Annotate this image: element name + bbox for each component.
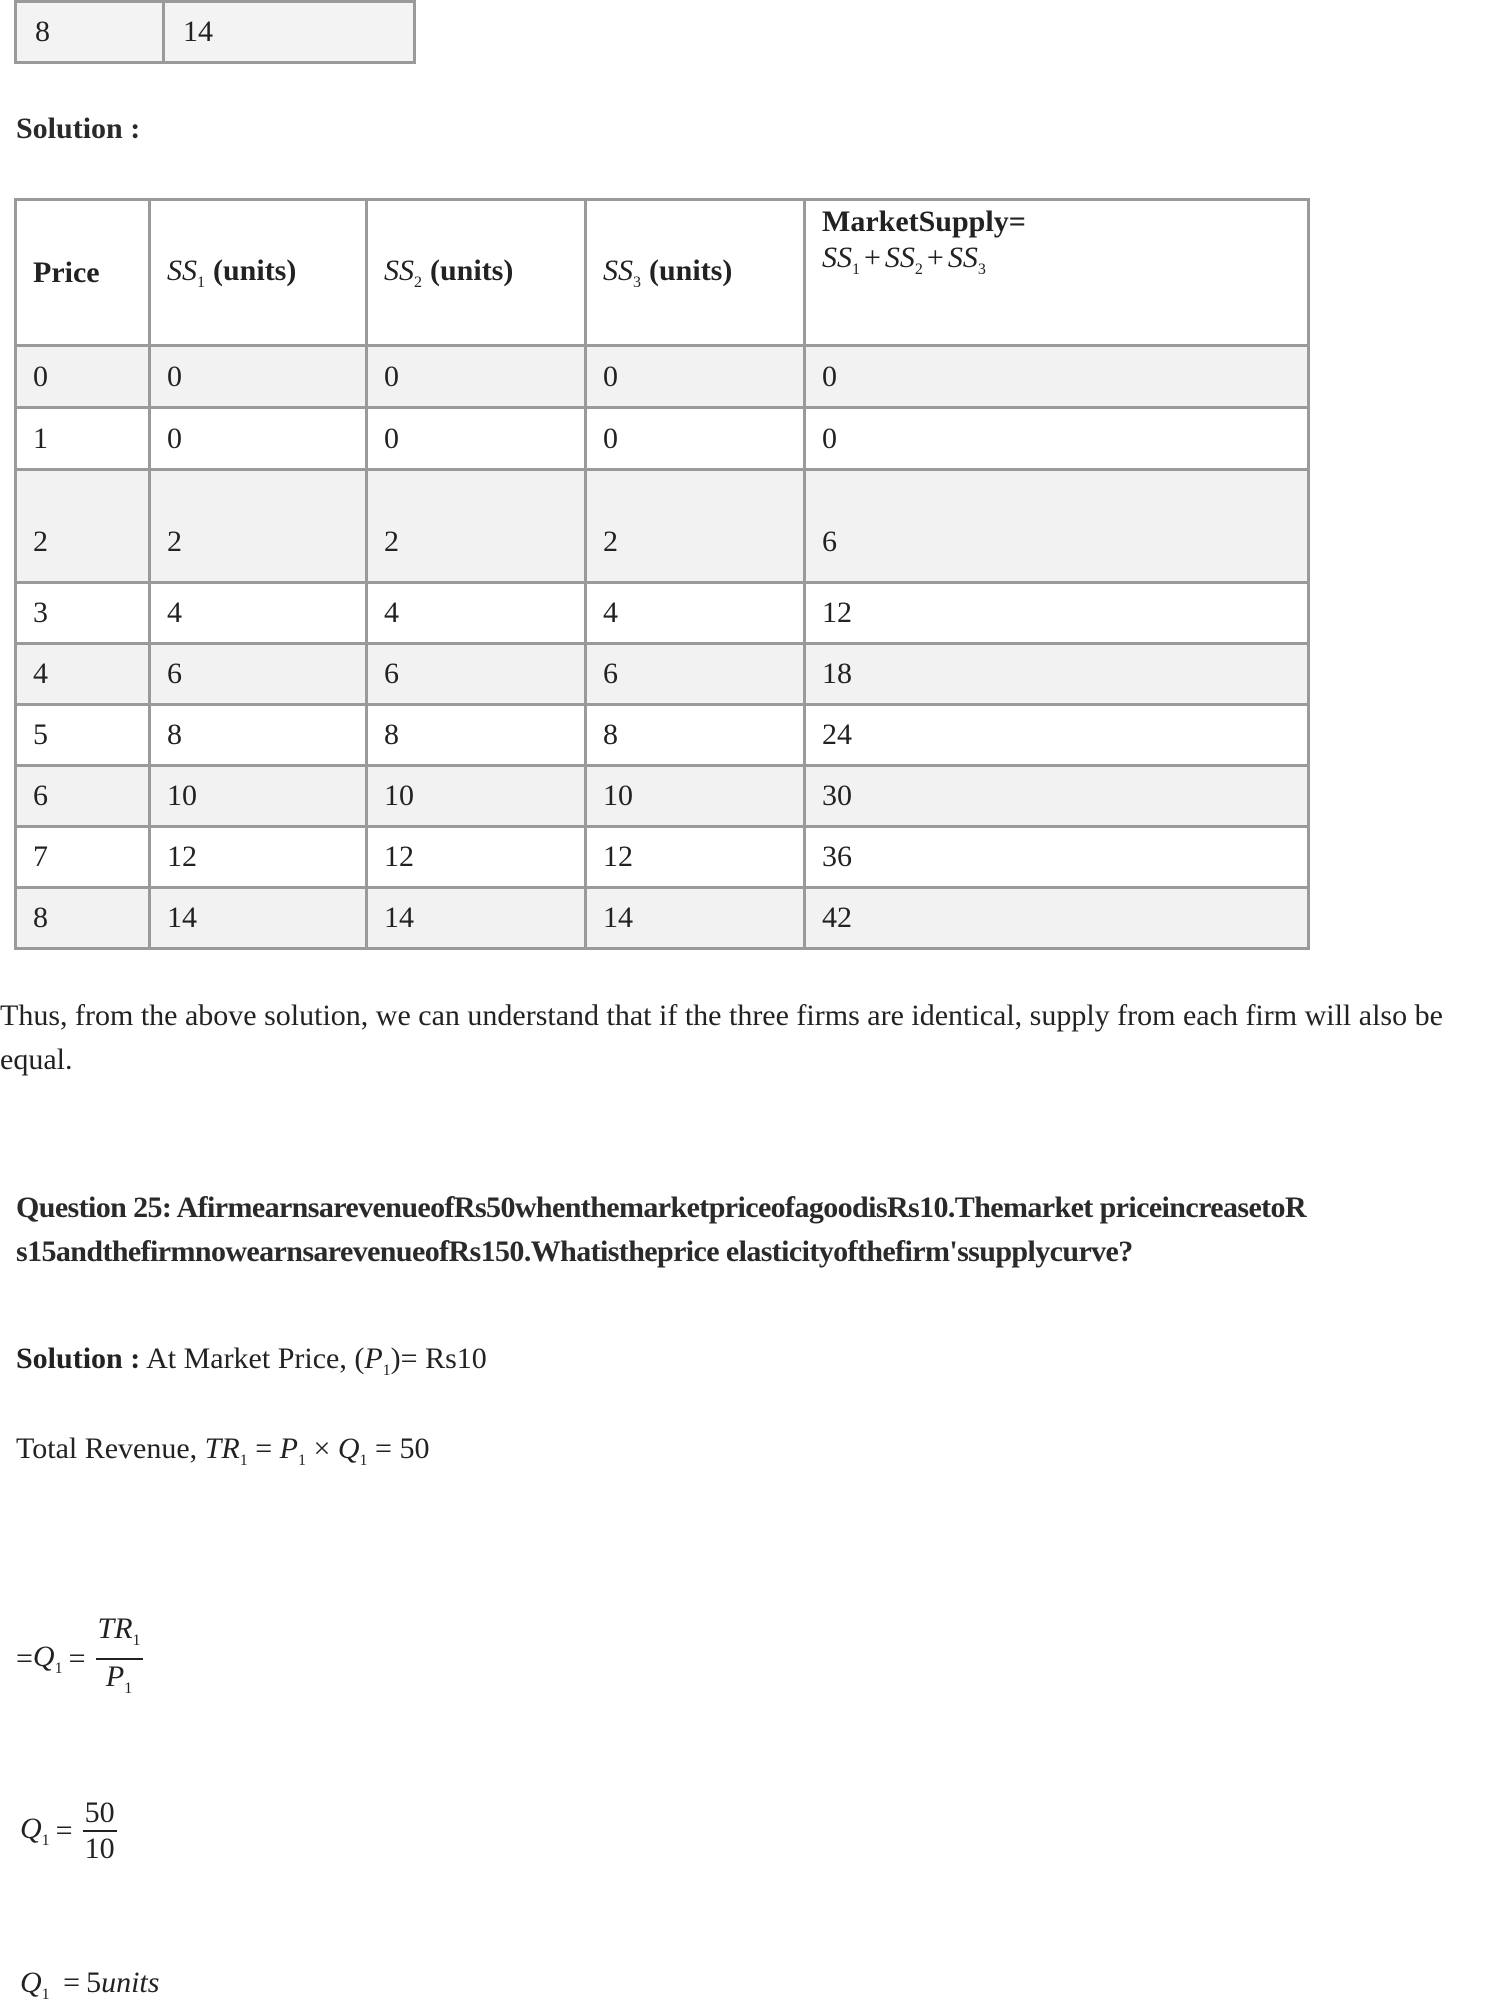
equals-sign: = bbox=[16, 1642, 33, 1675]
cell-price: 0 bbox=[16, 346, 150, 408]
cell-ss2: 6 bbox=[367, 644, 586, 705]
header-ss2 bbox=[367, 200, 586, 346]
cell-ss3: 4 bbox=[586, 583, 805, 644]
ss1-symbol: $SS_1$ bbox=[167, 253, 205, 291]
cell-price: 8 bbox=[16, 888, 150, 949]
total-revenue-equation bbox=[16, 1432, 429, 1470]
cell-ss3: 12 bbox=[586, 827, 805, 888]
cell-price: 6 bbox=[16, 766, 150, 827]
table-row bbox=[16, 827, 1309, 888]
solution-heading: Solution : bbox=[16, 112, 141, 145]
tr1-symbol: $TR_1$ bbox=[204, 1432, 248, 1469]
table-row bbox=[16, 470, 1309, 583]
fraction-50-over-10: $\frac{50}{10}$ bbox=[84, 1796, 115, 1865]
solution-label: Solution : bbox=[16, 1342, 141, 1375]
cell-ss2: 4 bbox=[367, 583, 586, 644]
header-ss3 bbox=[586, 200, 805, 346]
fraction-tr-over-p: $\frac{TR_1}{P_1}$ bbox=[97, 1612, 141, 1697]
market-price-text: At Market Price, ( bbox=[146, 1342, 365, 1375]
cell-price: 1 bbox=[16, 408, 150, 470]
q1-substitution bbox=[20, 1796, 117, 1866]
ss1-unit: (units) bbox=[213, 253, 297, 287]
cell-market: 18 bbox=[805, 644, 1309, 705]
cell-ss1: 2 bbox=[150, 470, 367, 583]
question-25: Question 25: AfirmearnsarevenueofRs50whenthemarketpriceofagoodisRs10.Themarket priceincreasetoRs15andthefirmnowearnsarevenueofRs150.Whatistheprice elasticityofthefirm'ssupplycurve? bbox=[16, 1191, 1307, 1268]
ss2-unit: (units) bbox=[430, 253, 514, 287]
table-row bbox=[16, 644, 1309, 705]
market-supply-title: MarketSupply= bbox=[822, 205, 1026, 238]
cell-market: 24 bbox=[805, 705, 1309, 766]
cell-market: 6 bbox=[805, 470, 1309, 583]
q1-symbol: $Q_1$ bbox=[20, 1966, 50, 2002]
total-revenue-label: Total Revenue, bbox=[16, 1432, 198, 1465]
conclusion-paragraph: Thus, from the above solution, we can understand that if the three firms are identical, supply from each firm will also be equal. bbox=[0, 999, 1443, 1076]
solution-market-price bbox=[16, 1342, 487, 1380]
cell-ss1: 14 bbox=[150, 888, 367, 949]
table-row bbox=[16, 346, 1309, 408]
q1-symbol: $Q_1$ bbox=[337, 1432, 368, 1469]
cell-price: 2 bbox=[16, 470, 150, 583]
q1-value: 5 bbox=[86, 1966, 102, 1999]
market-price-value: )= Rs10 bbox=[390, 1342, 487, 1375]
cell-ss1: 4 bbox=[150, 583, 367, 644]
cell-ss3: 6 bbox=[586, 644, 805, 705]
q1-symbol: $Q_1$ bbox=[20, 1812, 50, 1849]
cell-ss3: 0 bbox=[586, 408, 805, 470]
fragment-cell-price: 8 bbox=[17, 3, 165, 61]
cell-ss2: 14 bbox=[367, 888, 586, 949]
cell-ss1: 8 bbox=[150, 705, 367, 766]
cell-market: 36 bbox=[805, 827, 1309, 888]
equals-sign: = bbox=[255, 1432, 273, 1465]
market-supply-formula: $SS_1 + SS_2 + SS_3$ bbox=[822, 241, 986, 278]
equals-sign: = bbox=[55, 1814, 73, 1847]
cell-market: 30 bbox=[805, 766, 1309, 827]
cell-price: 5 bbox=[16, 705, 150, 766]
cell-ss3: 10 bbox=[586, 766, 805, 827]
q1-result bbox=[20, 1966, 159, 2002]
table-row bbox=[16, 408, 1309, 470]
p1-symbol: $P_1$ bbox=[364, 1342, 391, 1379]
q1-formula bbox=[16, 1612, 143, 1706]
cell-ss1: 12 bbox=[150, 827, 367, 888]
header-price: Price bbox=[16, 200, 150, 346]
equals-sign: = bbox=[63, 1966, 81, 1999]
cell-ss3: 8 bbox=[586, 705, 805, 766]
previous-table-fragment bbox=[14, 0, 416, 64]
q1-unit: units bbox=[101, 1966, 160, 1999]
p1-symbol: $P_1$ bbox=[279, 1432, 306, 1469]
cell-ss2: 2 bbox=[367, 470, 586, 583]
ss3-symbol: $SS_3$ bbox=[603, 253, 641, 291]
cell-ss2: 10 bbox=[367, 766, 586, 827]
cell-ss2: 12 bbox=[367, 827, 586, 888]
header-market-supply bbox=[805, 200, 1309, 346]
cell-market: 42 bbox=[805, 888, 1309, 949]
header-ss1 bbox=[150, 200, 367, 346]
equals-sign: = bbox=[375, 1432, 392, 1465]
tr-value: 50 bbox=[399, 1432, 430, 1465]
times-sign: × bbox=[313, 1432, 331, 1465]
cell-ss1: 6 bbox=[150, 644, 367, 705]
q1-symbol: $Q_1$ bbox=[32, 1640, 63, 1677]
cell-price: 4 bbox=[16, 644, 150, 705]
cell-ss3: 2 bbox=[586, 470, 805, 583]
cell-price: 3 bbox=[16, 583, 150, 644]
table-row bbox=[16, 888, 1309, 949]
cell-ss3: 14 bbox=[586, 888, 805, 949]
market-supply-table bbox=[14, 198, 1310, 950]
cell-ss2: 0 bbox=[367, 346, 586, 408]
cell-market: 0 bbox=[805, 408, 1309, 470]
equals-sign: = bbox=[68, 1642, 86, 1675]
cell-ss1: 0 bbox=[150, 346, 367, 408]
table-row bbox=[16, 583, 1309, 644]
cell-ss2: 8 bbox=[367, 705, 586, 766]
cell-ss3: 0 bbox=[586, 346, 805, 408]
cell-ss1: 10 bbox=[150, 766, 367, 827]
fragment-cell-value: 14 bbox=[183, 15, 213, 48]
cell-market: 0 bbox=[805, 346, 1309, 408]
cell-ss2: 0 bbox=[367, 408, 586, 470]
cell-ss1: 0 bbox=[150, 408, 367, 470]
ss3-unit: (units) bbox=[649, 253, 733, 287]
cell-price: 7 bbox=[16, 827, 150, 888]
table-row bbox=[16, 766, 1309, 827]
table-row bbox=[16, 705, 1309, 766]
cell-market: 12 bbox=[805, 583, 1309, 644]
ss2-symbol: $SS_2$ bbox=[384, 253, 422, 291]
